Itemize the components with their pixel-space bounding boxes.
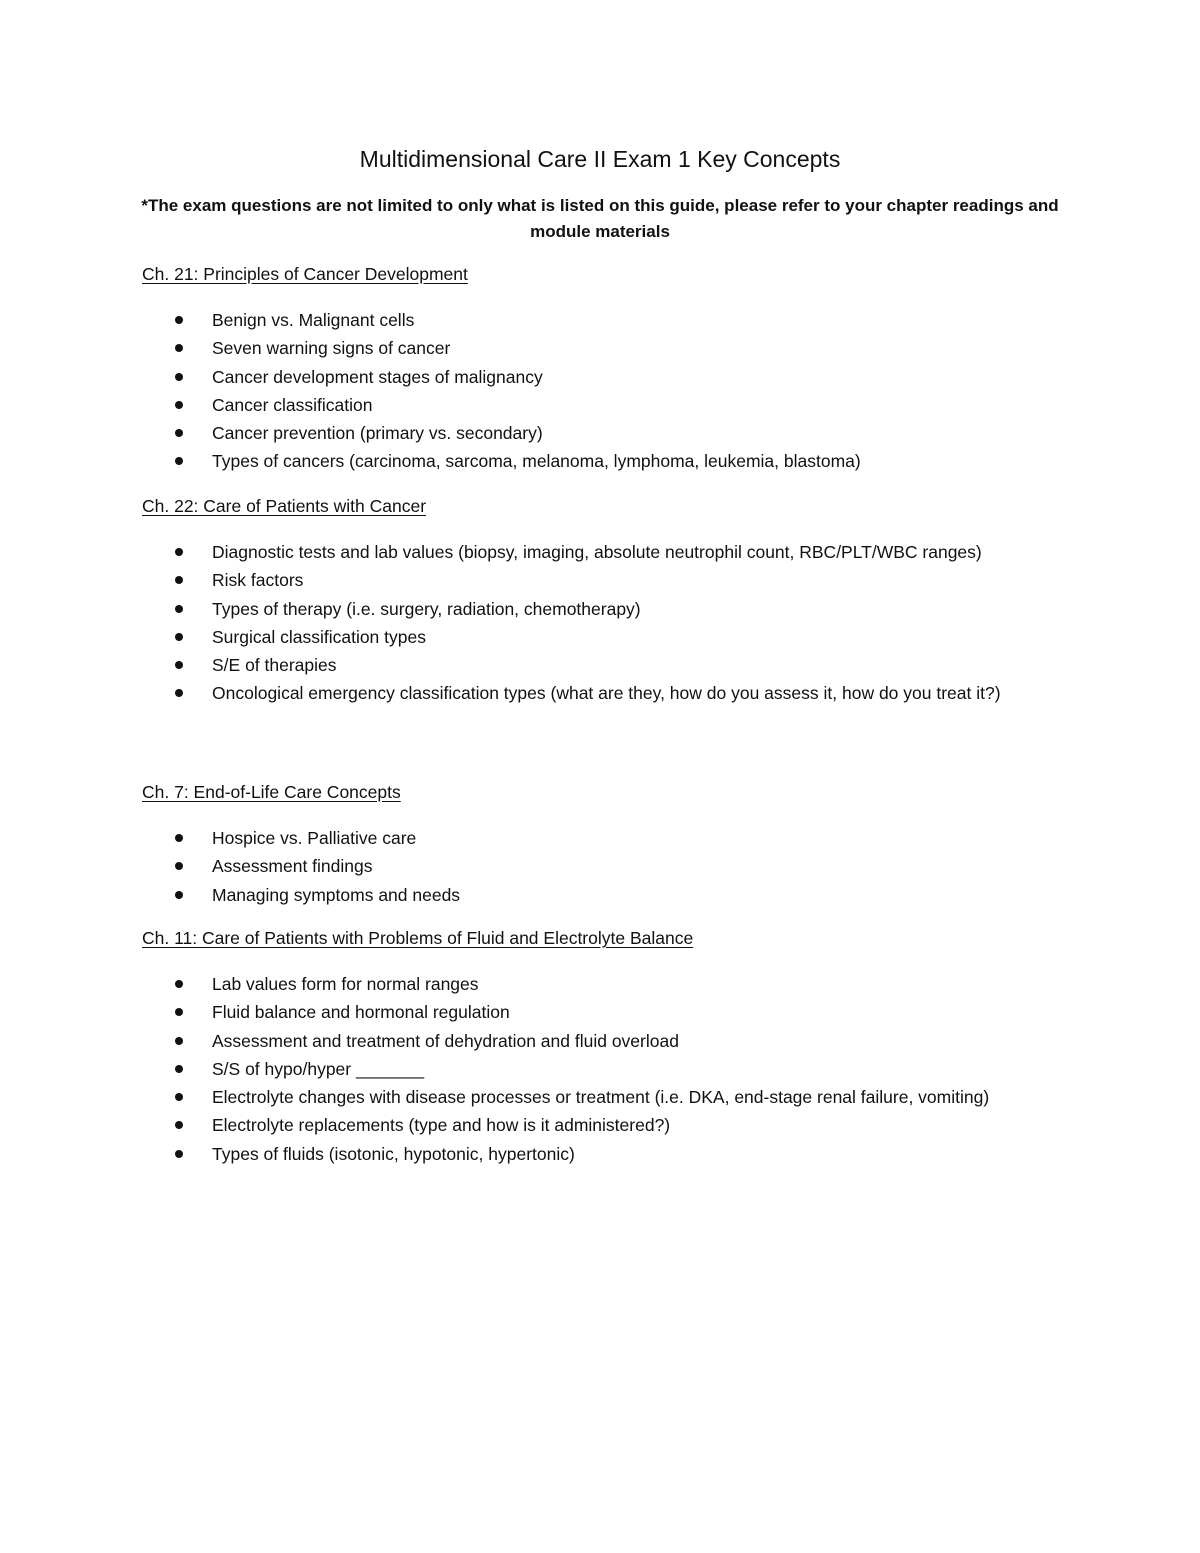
bullet-icon: [175, 1150, 183, 1158]
list-item-text: Oncological emergency classification types (what are they, how do you assess it, how do you treat it?): [212, 683, 1001, 704]
bullet-list: [142, 538, 1042, 708]
list-item: [142, 881, 1032, 909]
bullet-icon: [175, 344, 183, 352]
list-item: [142, 538, 1032, 566]
bullet-icon: [175, 661, 183, 669]
bullet-icon: [175, 1037, 183, 1045]
list-item: [142, 419, 1032, 447]
list-item-text: Lab values form for normal ranges: [212, 974, 479, 994]
list-item-text: Types of fluids (isotonic, hypotonic, hypertonic): [212, 1143, 575, 1164]
bullet-icon: [175, 1121, 183, 1129]
list-item-text: Managing symptoms and needs: [212, 884, 461, 905]
list-item: [142, 363, 1032, 391]
bullet-icon: [175, 548, 183, 556]
list-item: [142, 306, 1032, 334]
section-heading: Ch. 21: Principles of Cancer Development: [142, 264, 468, 284]
bullet-icon: [175, 457, 183, 465]
list-item-text: Electrolyte changes with disease processes or treatment (i.e. DKA, end-stage renal failure, vomiting): [212, 1087, 990, 1108]
list-item-text: S/S of hypo/hyper _______: [212, 1058, 425, 1079]
list-item-text: Cancer classification: [212, 394, 373, 415]
list-item: [142, 334, 1032, 362]
list-item: [142, 998, 1032, 1026]
bullet-icon: [175, 401, 183, 409]
document-title: Multidimensional Care II Exam 1 Key Concepts: [359, 146, 841, 172]
list-item: [142, 1083, 1032, 1111]
bullet-icon: [175, 1093, 183, 1101]
bullet-icon: [175, 429, 183, 437]
section-ch7: [142, 780, 1042, 909]
list-item-text: Risk factors: [212, 570, 304, 591]
section-heading: Ch. 11: Care of Patients with Problems of Fluid and Electrolyte Balance: [142, 928, 694, 948]
list-item-text: Types of cancers (carcinoma, sarcoma, melanoma, lymphoma, leukemia, blastoma): [212, 451, 861, 472]
bullet-icon: [175, 891, 183, 899]
section-ch22: [142, 494, 1042, 708]
section-heading: Ch. 7: End-of-Life Care Concepts: [142, 782, 401, 802]
bullet-list: [142, 306, 1042, 476]
list-item: [142, 1111, 1032, 1139]
list-item: [142, 970, 1032, 998]
bullet-list: [142, 970, 1042, 1168]
list-item: [142, 679, 1032, 707]
section-heading: Ch. 22: Care of Patients with Cancer: [142, 496, 427, 516]
list-item-text: Benign vs. Malignant cells: [212, 310, 415, 330]
section-ch11: [142, 926, 1042, 1168]
list-item-text: Assessment and treatment of dehydration and fluid overload: [212, 1030, 679, 1051]
list-item: [142, 1027, 1032, 1055]
list-item-text: Hospice vs. Palliative care: [212, 828, 417, 848]
exam-note: *The exam questions are not limited to only what is listed on this guide, please refer to your chapter readings and module materials: [141, 196, 1059, 241]
list-item-text: Cancer prevention (primary vs. secondary): [212, 423, 543, 444]
bullet-icon: [175, 373, 183, 381]
bullet-icon: [175, 689, 183, 697]
list-item: [142, 1140, 1032, 1168]
bullet-icon: [175, 862, 183, 870]
list-item-text: Surgical classification types: [212, 626, 426, 647]
bullet-icon: [175, 633, 183, 641]
list-item-text: Diagnostic tests and lab values (biopsy, imaging, absolute neutrophil count, RBC/PLT/WBC ranges): [212, 542, 982, 562]
bullet-icon: [175, 1065, 183, 1073]
bullet-icon: [175, 576, 183, 584]
list-item: [142, 566, 1032, 594]
list-item-text: Seven warning signs of cancer: [212, 338, 451, 359]
list-item-text: Assessment findings: [212, 856, 373, 877]
list-item: [142, 1055, 1032, 1083]
list-item-text: Types of therapy (i.e. surgery, radiation, chemotherapy): [212, 598, 641, 619]
list-item: [142, 824, 1032, 852]
bullet-icon: [175, 834, 183, 842]
bullet-icon: [175, 980, 183, 988]
list-item: [142, 852, 1032, 880]
list-item: [142, 623, 1032, 651]
list-item-text: Electrolyte replacements (type and how is it administered?): [212, 1115, 671, 1136]
list-item-text: Cancer development stages of malignancy: [212, 366, 543, 387]
bullet-list: [142, 824, 1042, 909]
bullet-icon: [175, 316, 183, 324]
list-item-text: S/E of therapies: [212, 655, 337, 676]
list-item: [142, 391, 1032, 419]
section-ch21: [142, 262, 1042, 476]
bullet-icon: [175, 1008, 183, 1016]
list-item: [142, 447, 1032, 475]
list-item-text: Fluid balance and hormonal regulation: [212, 1002, 510, 1023]
list-item: [142, 595, 1032, 623]
bullet-icon: [175, 605, 183, 613]
list-item: [142, 651, 1032, 679]
